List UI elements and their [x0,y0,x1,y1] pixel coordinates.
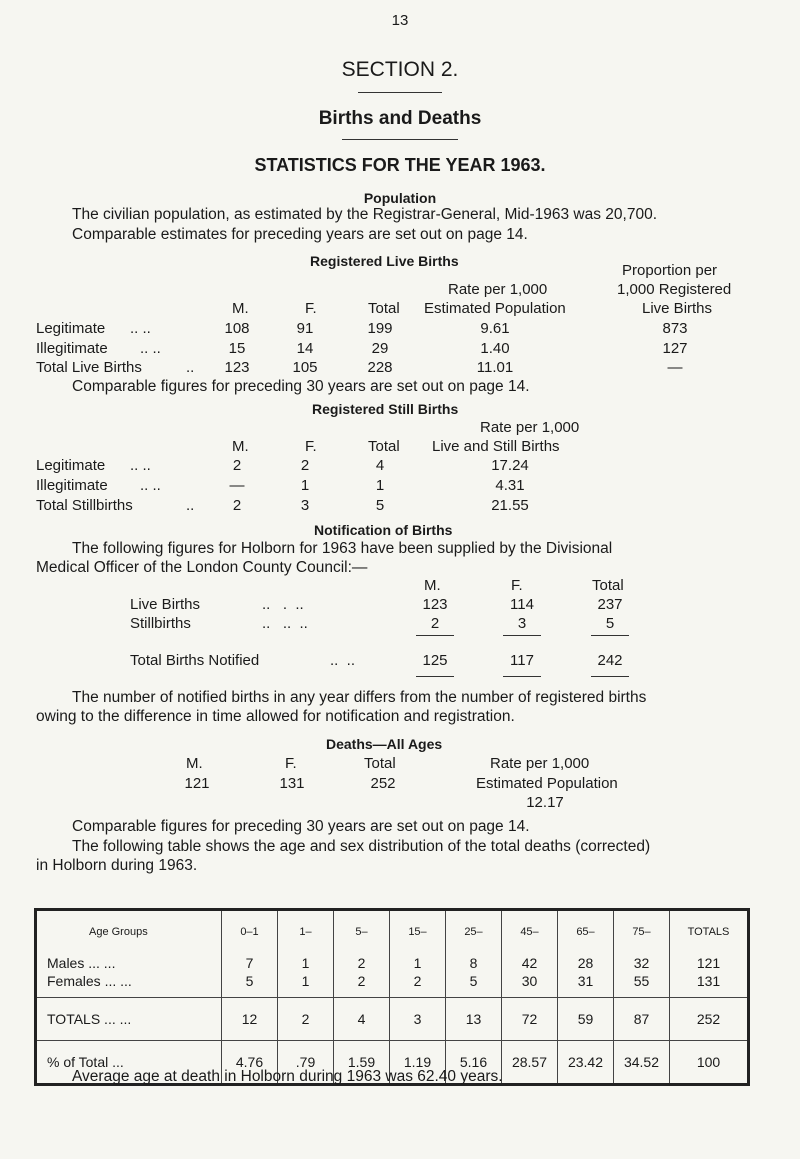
cell: 2 [232,497,242,514]
cell: 2 [334,973,390,998]
cell: 1.19 [390,1041,446,1085]
header-cell: 0–1 [222,910,278,954]
notification-text-line: Medical Officer of the London County Council:— [36,559,368,576]
col-header: M. [186,755,203,772]
cell: 34.52 [614,1041,670,1085]
cell: 199 [367,320,393,337]
cell: 3 [517,615,527,632]
cell: 228 [367,359,393,376]
cell: 7 [222,953,278,973]
header-cell: 15– [390,910,446,954]
sum-rule [503,635,541,636]
cell: 242 [597,652,623,669]
cell: 5 [605,615,615,632]
cell: 2 [278,998,334,1041]
cell: 117 [510,652,534,669]
cell: 3 [300,497,310,514]
col-header: Rate per 1,000 [480,419,580,436]
col-header: M. [232,438,249,455]
cell: 55 [614,973,670,998]
cell: 8 [446,953,502,973]
cell: 873 [662,320,688,337]
row-label: Males ... ... [47,955,116,971]
col-header: F. [305,438,317,455]
leader-dots: .. . .. [262,596,304,613]
cell: 5 [446,973,502,998]
deaths-heading: Deaths—All Ages [326,736,443,752]
cell: 100 [670,1041,749,1085]
col-header: 1,000 Registered [617,281,732,298]
cell: 17.24 [491,457,529,474]
header-cell: Age Groups [89,926,148,938]
cell: 28 [558,953,614,973]
row-label: Total Live Births [36,359,142,376]
cell: 252 [670,998,749,1041]
page-number: 13 [391,12,409,29]
col-header: Rate per 1,000 [490,755,590,772]
row-label: % of Total ... [36,1041,222,1085]
cell: 121 [670,953,749,973]
col-header: M. [424,577,441,594]
row-label: Legitimate [36,320,106,337]
deaths-note-line: in Holborn during 1963. [36,857,198,874]
cell: 1.40 [480,340,510,357]
cell: 21.55 [491,497,529,514]
cell: 4.76 [222,1041,278,1085]
col-header: Proportion per [622,262,718,279]
table-header-row [36,910,749,954]
population-text-line: Comparable estimates for preceding years are set out on page 14. [72,226,528,243]
cell: 72 [502,998,558,1041]
leader-dots: .. .. [330,652,356,669]
cell: 12.17 [526,794,564,811]
cell: 15 [228,340,246,357]
row-label: Total Stillbirths [36,497,133,514]
cell: 121 [184,775,210,792]
cell: 1 [375,477,385,494]
header-cell: 1– [278,910,334,954]
live-births-note: Comparable figures for preceding 30 years are set out on page 14. [72,378,530,395]
sum-rule [591,676,629,677]
divider [342,139,458,140]
cell: 14 [296,340,314,357]
cell: 252 [370,775,396,792]
cell: — [229,477,245,494]
cell: 131 [670,973,749,998]
cell: 237 [597,596,623,613]
cell: 127 [662,340,688,357]
leader-dots: .. .. [130,457,151,474]
cell: 123 [224,359,250,376]
average-age-note: Average age at death in Holborn during 1963 was 62.40 years. [72,1068,503,1085]
population-text-line: The civilian population, as estimated by the Registrar-General, Mid-1963 was 20,700. [72,206,658,223]
col-header: Live Births [642,300,713,317]
table-row-males [36,953,749,973]
notification-heading: Notification of Births [314,522,453,538]
cell: 5 [375,497,385,514]
cell: 59 [558,998,614,1041]
col-header: Estimated Population [424,300,566,317]
col-header: Rate per 1,000 [448,281,548,298]
cell: 114 [510,596,534,613]
col-header: Total [368,438,400,455]
row-label: Stillbirths [130,615,191,632]
col-header: F. [511,577,523,594]
row-label: Females ... ... [47,973,132,989]
still-births-heading: Registered Still Births [312,401,459,417]
notification-paragraph-line: The number of notified births in any year differs from the number of registered births [72,689,647,706]
leader-dots: .. .. [140,477,161,494]
section-title: SECTION 2. [341,58,459,81]
leader-dots: .. .. [140,340,161,357]
cell: 2 [390,973,446,998]
cell: — [667,359,683,376]
row-label: Illegitimate [36,477,108,494]
deaths-note-line: The following table shows the age and sex distribution of the total deaths (corrected) [72,838,651,855]
row-label: Total Births Notified [130,652,260,669]
header-cell: 5– [334,910,390,954]
cell: 2 [334,953,390,973]
cell: 2 [232,457,242,474]
cell: 123 [422,596,448,613]
sum-rule [416,676,454,677]
cell: 1.59 [334,1041,390,1085]
cell: 30 [502,973,558,998]
cell: 1 [278,973,334,998]
notification-paragraph-line: owing to the difference in time allowed for notification and registration. [36,708,515,725]
statistics-title: STATISTICS FOR THE YEAR 1963. [254,155,546,175]
sum-rule [416,635,454,636]
header-cell: 25– [446,910,502,954]
cell: 23.42 [558,1041,614,1085]
sum-rule [591,635,629,636]
row-label: TOTALS ... ... [36,998,222,1041]
leader-dots: .. [186,359,195,376]
table-row-totals [36,998,749,1041]
col-header: Total [364,755,396,772]
notification-text-line: The following figures for Holborn for 1963 have been supplied by the Divisional [72,540,613,557]
cell: 9.61 [480,320,510,337]
cell: 91 [296,320,314,337]
cell: 3 [390,998,446,1041]
cell: .79 [278,1041,334,1085]
cell: 87 [614,998,670,1041]
col-header: M. [232,300,249,317]
col-header: Total [368,300,400,317]
col-header: Total [592,577,624,594]
cell: 4 [334,998,390,1041]
cell: 31 [558,973,614,998]
cell: 125 [422,652,448,669]
live-births-heading: Registered Live Births [310,253,459,269]
cell: 12 [222,998,278,1041]
col-header: F. [305,300,317,317]
age-distribution-table [34,908,750,1086]
header-cell: TOTALS [670,910,749,954]
divider [358,92,442,93]
header-cell: 75– [614,910,670,954]
header-cell: 65– [558,910,614,954]
cell: 5 [222,973,278,998]
leader-dots: .. .. [130,320,151,337]
cell: 1 [390,953,446,973]
leader-dots: .. .. .. [262,615,308,632]
cell: 2 [300,457,310,474]
row-label: Live Births [130,596,201,613]
cell: 4 [375,457,385,474]
cell: 1 [300,477,310,494]
cell: 108 [224,320,250,337]
col-header: F. [285,755,297,772]
row-label: Illegitimate [36,340,108,357]
cell: 5.16 [446,1041,502,1085]
cell: 13 [446,998,502,1041]
cell: 4.31 [495,477,525,494]
deaths-note-line: Comparable figures for preceding 30 years are set out on page 14. [72,818,530,835]
col-header: Estimated Population [476,775,618,792]
cell: 29 [371,340,389,357]
cell: 105 [292,359,318,376]
cell: 32 [614,953,670,973]
col-header: Live and Still Births [432,438,560,455]
cell: 1 [278,953,334,973]
sum-rule [503,676,541,677]
cell: 131 [279,775,305,792]
leader-dots: .. [186,497,195,514]
cell: 42 [502,953,558,973]
table-row-females [36,973,749,998]
population-heading: Population [363,190,437,206]
cell: 11.01 [476,359,514,376]
cell: 28.57 [502,1041,558,1085]
page-subtitle: Births and Deaths [318,108,482,129]
header-cell: 45– [502,910,558,954]
row-label: Legitimate [36,457,106,474]
cell: 2 [430,615,440,632]
